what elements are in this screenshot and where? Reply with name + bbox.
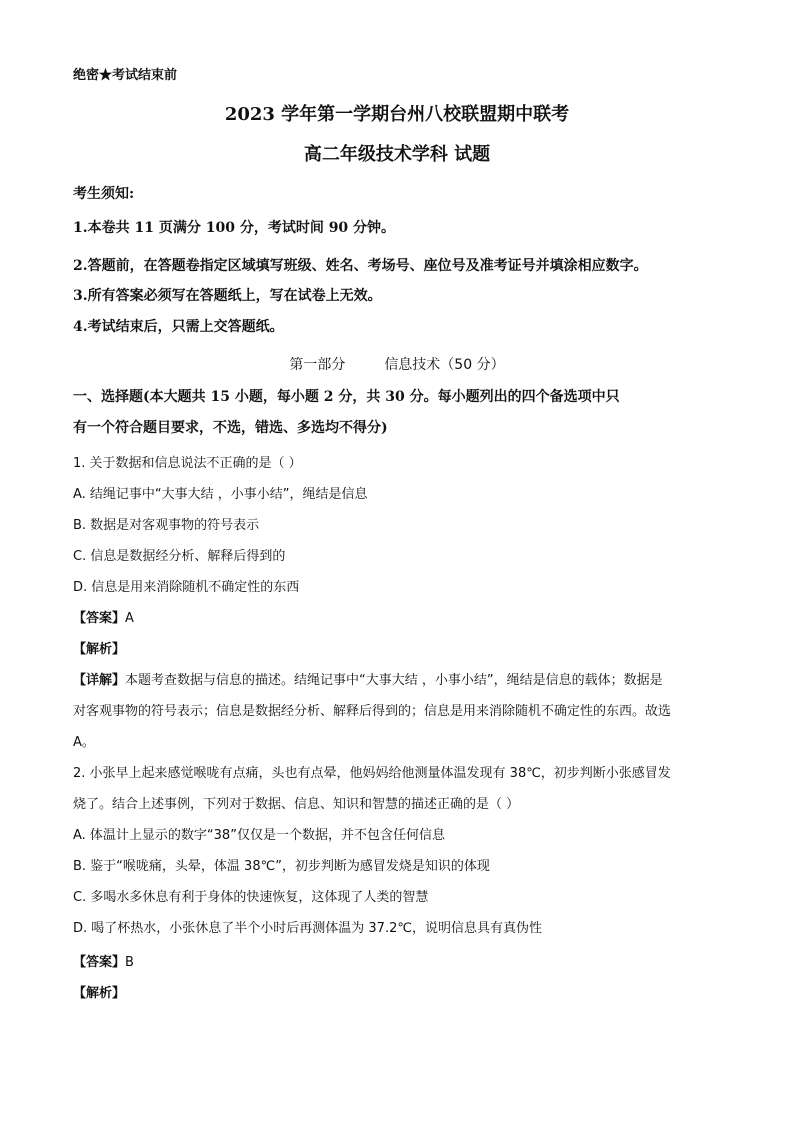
question-2-answer: [73, 953, 134, 973]
question-2-option-d: D. 喝了杯热水，小张休息了半个小时后再测体温为 37.2℃，说明信息具有真伪性: [73, 921, 542, 936]
part-subject: 信息技术（50 分）: [384, 357, 505, 373]
analysis-tag: 【解析】: [73, 642, 126, 657]
part-name: 第一部分: [289, 357, 346, 373]
detail-text: 本题考查数据与信息的描述。结绳记事中“大事大结 ，小事小结”，绳结是信息的载体；数据是: [125, 673, 663, 688]
answer-value: B: [125, 955, 134, 970]
secret-label: 绝密★考试结束前: [73, 68, 178, 83]
exam-title: 2023 学年第一学期台州八校联盟期中联考: [224, 104, 570, 125]
answer-tag: 【答案】: [73, 611, 126, 626]
question-1-detail-line-2: 对客观事物的符号表示；信息是数据经分析、解释后得到的；信息是用来消除随机不确定性的东西。故选: [73, 704, 672, 719]
question-1-answer: [73, 609, 134, 629]
question-1-detail-line-1: [73, 671, 663, 691]
detail-tag: 【详解】: [73, 673, 126, 688]
question-1-option-a: A. 结绳记事中“大事大结 ，小事小结”，绳结是信息: [73, 487, 368, 502]
section-instructions-line-2: 有一个符合题目要求，不选，错选、多选均不得分): [73, 420, 388, 436]
question-1-detail-line-3: A。: [73, 735, 95, 750]
notice-item-1: 1.本卷共 11 页满分 100 分，考试时间 90 分钟。: [73, 220, 396, 236]
question-2-stem-line-2: 烧了。结合上述事例，下列对于数据、信息、知识和智慧的描述正确的是（ ）: [73, 797, 520, 812]
part-heading: [0, 355, 794, 375]
notice-heading: 考生须知:: [73, 186, 135, 202]
answer-tag: 【答案】: [73, 955, 126, 970]
analysis-tag: 【解析】: [73, 986, 126, 1001]
question-2-option-c: C. 多喝水多休息有利于身体的快速恢复，这体现了人类的智慧: [73, 890, 429, 905]
notice-item-2: 2.答题前，在答题卷指定区域填写班级、姓名、考场号、座位号及准考证号并填涂相应数字。: [73, 258, 648, 274]
question-2-option-b: B. 鉴于“喉咙痛，头晕，体温 38℃”，初步判断为感冒发烧是知识的体现: [73, 859, 490, 874]
notice-item-3: 3.所有答案必须写在答题纸上，写在试卷上无效。: [73, 288, 382, 304]
question-2-analysis: [73, 984, 125, 1004]
notice-item-4: 4.考试结束后，只需上交答题纸。: [73, 319, 284, 335]
section-instructions-line-1: 一、选择题(本大题共 15 小题，每小题 2 分，共 30 分。每小题列出的四个备选项中只: [73, 389, 620, 405]
question-1-analysis: [73, 640, 125, 660]
question-1-option-d: D. 信息是用来消除随机不确定性的东西: [73, 580, 300, 595]
answer-value: A: [125, 611, 134, 626]
question-2-option-a: A. 体温计上显示的数字“38”仅仅是一个数据，并不包含任何信息: [73, 828, 445, 843]
exam-subtitle: 高二年级技术学科 试题: [303, 144, 491, 165]
question-1-option-b: B. 数据是对客观事物的符号表示: [73, 518, 260, 533]
question-1-option-c: C. 信息是数据经分析、解释后得到的: [73, 549, 286, 564]
question-2-stem-line-1: 2. 小张早上起来感觉喉咙有点痛，头也有点晕，他妈妈给他测量体温发现有 38℃，初步判断小张感冒发: [73, 766, 671, 781]
question-1-stem: 1. 关于数据和信息说法不正确的是（ ）: [73, 456, 302, 471]
